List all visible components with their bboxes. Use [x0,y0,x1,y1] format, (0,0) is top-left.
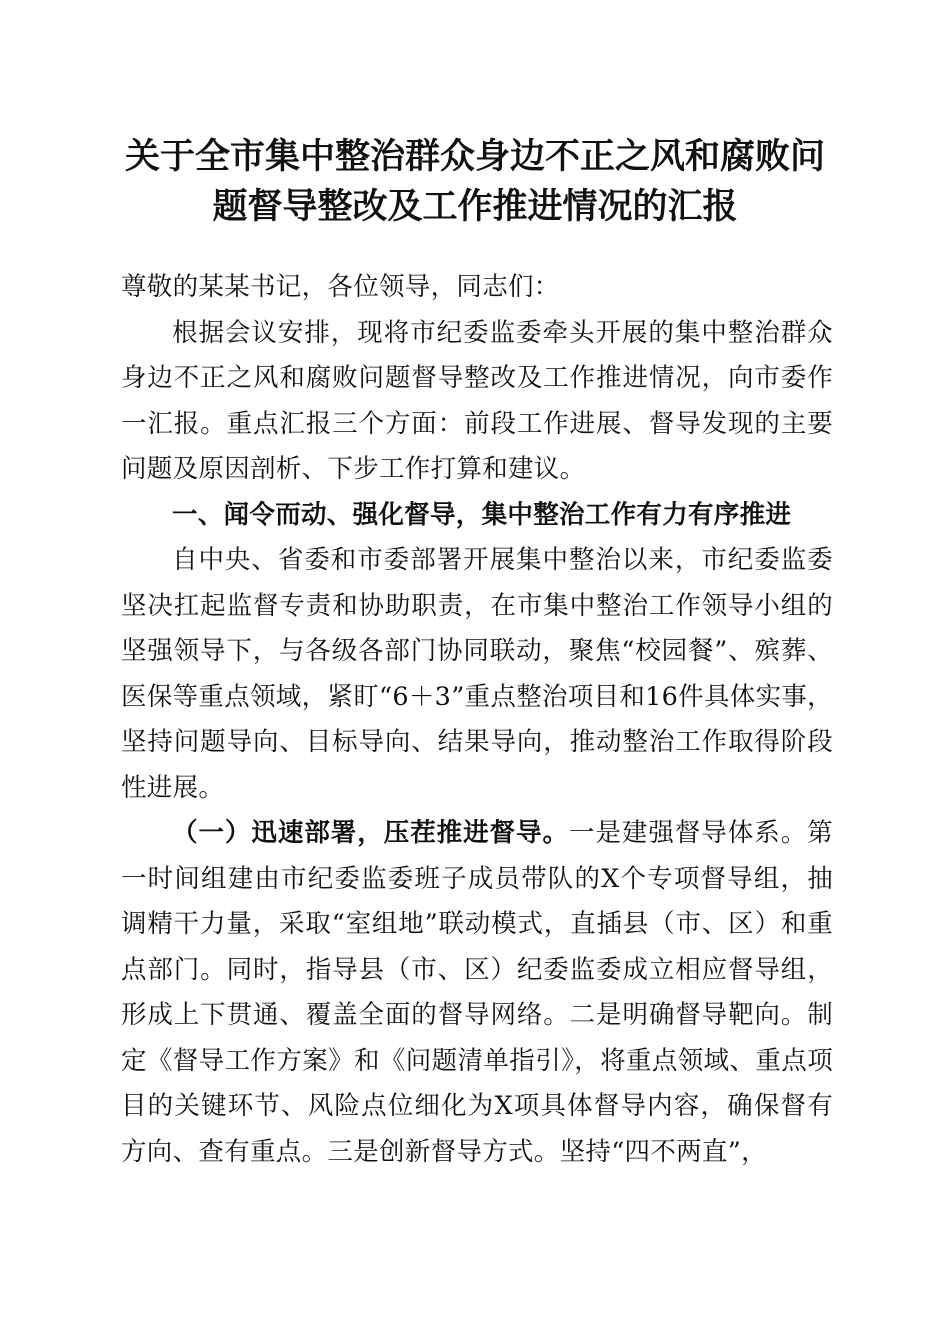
title-line-2: 题督导整改及工作推进情况的汇报 [212,186,738,227]
document-title [100,132,850,232]
document-body [121,265,833,1175]
paragraph-2-text: 一是建强督导体系。第一时间组建由市纪委监委班子成员带队的X个专项督导组，抽调精干力量，采取“室组地”联动模式，直插县（市、区）和重点部门。同时，指导县（市、区）纪委监委成立相应督导组，形成上下贯通、覆盖全面的督导网络。二是明确督导靶向。制定《督导工作方案》和《问题清单指引》，将重点领域、重点项目的关键环节、风险点位细化为X项具体督导内容，确保督有方向、查有重点。三是创新督导方式。坚持“四不两直”， [121,818,833,1167]
title-line-1: 关于全市集中整治群众身边不正之风和腐败问 [124,136,825,177]
salutation: 尊敬的某某书记，各位领导，同志们： [121,272,560,302]
paragraph-intro: 根据会议安排，现将市纪委监委牵头开展的集中整治群众身边不正之风和腐败问题督导整改及工作推进情况，向市委作一汇报。重点汇报三个方面：前段工作进展、督导发现的主要问题及原因剖析、下步工作打算和建议。 [121,317,833,484]
paragraph-2 [121,811,833,1175]
subheading-1: （一）迅速部署，压茬推进督导。 [172,818,569,848]
paragraph-1: 自中央、省委和市委部署开展集中整治以来，市纪委监委坚决扛起监督专责和协助职责，在市集中整治工作领导小组的坚强领导下，与各级各部门协同联动，聚焦“校园餐”、殡葬、医保等重点领域，紧盯“6＋3”重点整治项目和16件具体实事，坚持问题导向、目标导向、结果导向，推动整治工作取得阶段性进展。 [121,545,833,803]
section-heading-1: 一、闻令而动、强化督导，集中整治工作有力有序推进 [172,499,792,530]
